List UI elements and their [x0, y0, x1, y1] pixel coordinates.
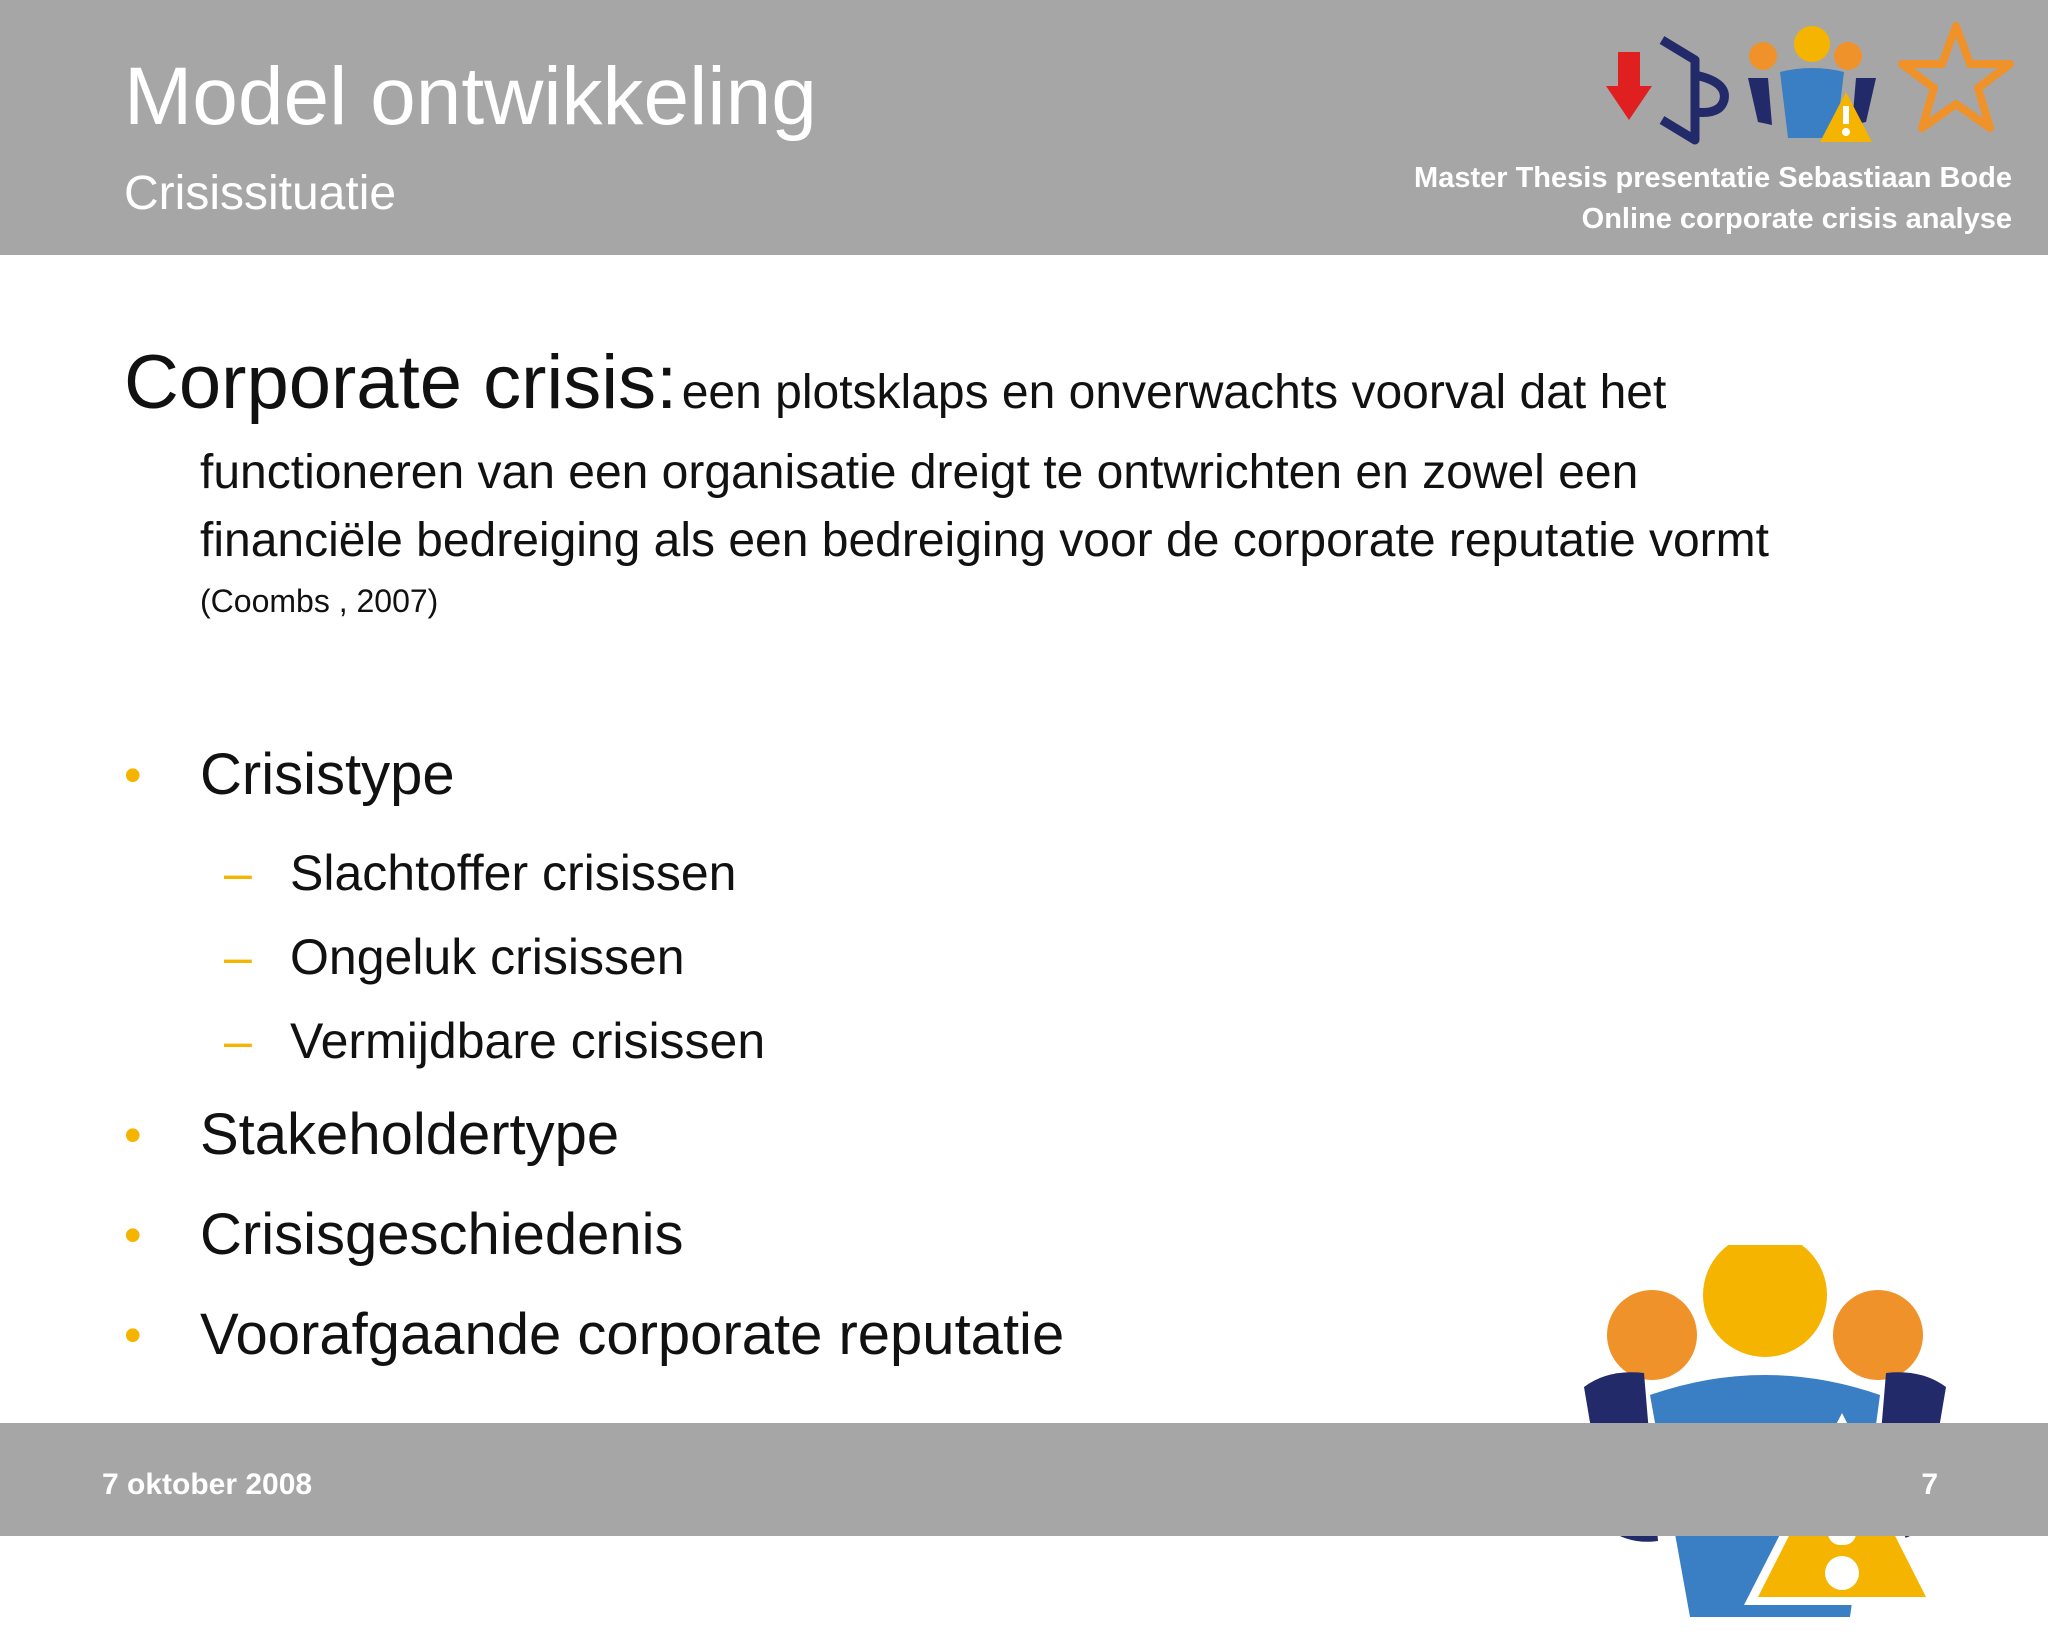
- slide-title: Model ontwikkeling: [124, 51, 817, 142]
- crisis-people-icon: [1748, 26, 1876, 142]
- bullet-marker: •: [124, 747, 142, 803]
- bullet-label: Crisistype: [200, 742, 455, 807]
- definition-citation: (Coombs , 2007): [200, 583, 439, 619]
- sub-bullet-label: Slachtoffer crisissen: [290, 845, 737, 901]
- footer-date: 7 oktober 2008: [102, 1468, 313, 1501]
- bullet-item-crisisgeschiedenis: [124, 1195, 1424, 1275]
- definition-block: [124, 340, 1944, 621]
- bullet-marker: •: [124, 1207, 142, 1263]
- slide-subtitle: Crisissituatie: [124, 167, 397, 220]
- bullet-item-stakeholdertype: [124, 1095, 1424, 1175]
- sub-bullet-marker: –: [224, 929, 252, 985]
- definition-term: Corporate crisis:: [124, 340, 678, 425]
- slide-header: [0, 0, 2048, 255]
- definition-text-line-2: functioneren van een organisatie dreigt te ontwrichten en zowel een: [200, 446, 1639, 499]
- bullet-label: Crisisgeschiedenis: [200, 1202, 684, 1267]
- star-icon: [1902, 26, 2010, 128]
- caption-line-1: Master Thesis presentatie Sebastiaan Bode: [1414, 162, 2012, 194]
- bullet-list: [124, 735, 1424, 1395]
- bullet-item-crisistype: [124, 735, 1424, 815]
- slide-content: [0, 255, 2048, 1423]
- sub-bullet-label: Ongeluk crisissen: [290, 929, 685, 985]
- header-caption: [1414, 158, 2012, 240]
- bullet-label: Voorafgaande corporate reputatie: [200, 1302, 1065, 1367]
- sub-bullet-label: Vermijdbare crisissen: [290, 1013, 766, 1069]
- sub-bullet-marker: –: [224, 1013, 252, 1069]
- definition-text-line-1: een plotsklaps en onverwachts voorval dat het: [681, 366, 1667, 419]
- sub-bullet-marker: –: [224, 845, 252, 901]
- sub-bullet-item: [124, 835, 1424, 911]
- sub-bullet-item: [124, 1003, 1424, 1079]
- bullet-item-reputatie: [124, 1295, 1424, 1375]
- page-number: 7: [1921, 1468, 1938, 1501]
- slide-footer: [0, 1423, 2048, 1536]
- header-logo-icons: [1600, 20, 2020, 150]
- bullet-label: Stakeholdertype: [200, 1102, 620, 1167]
- download-arrow-icon: [1606, 40, 1724, 140]
- sub-bullet-item: [124, 919, 1424, 995]
- bullet-marker: •: [124, 1307, 142, 1363]
- caption-line-2: Online corporate crisis analyse: [1581, 203, 2012, 235]
- definition-text-line-3: financiële bedreiging als een bedreiging voor de corporate reputatie vormt: [200, 514, 1769, 567]
- bullet-marker: •: [124, 1107, 142, 1163]
